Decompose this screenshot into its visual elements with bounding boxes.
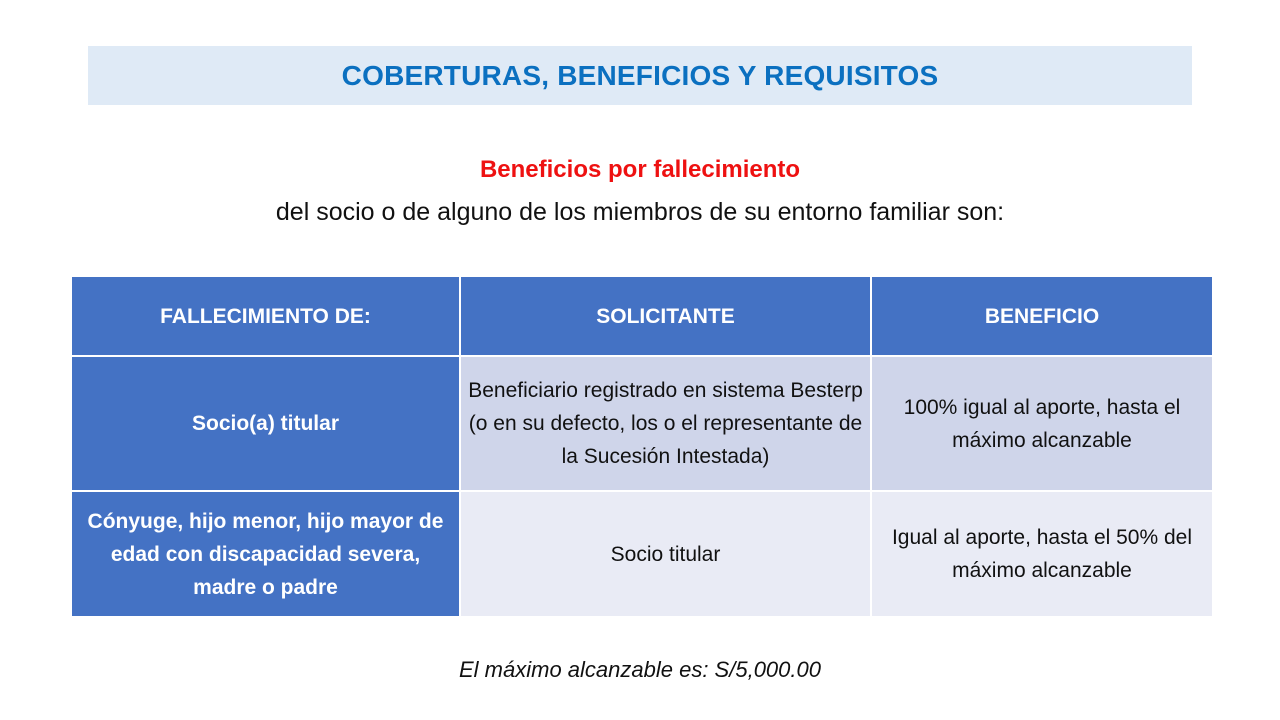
header-benefit: BENEFICIO xyxy=(871,276,1213,356)
table-header-row xyxy=(71,276,1213,356)
benefits-table xyxy=(70,275,1214,618)
title-banner xyxy=(88,46,1192,105)
header-applicant: SOLICITANTE xyxy=(460,276,871,356)
row-deceased: Socio(a) titular xyxy=(71,356,460,491)
row-benefit: Igual al aporte, hasta el 50% del máximo alcanzable xyxy=(871,491,1213,617)
section-description: del socio o de alguno de los miembros de su entorno familiar son: xyxy=(275,198,1005,226)
section-highlight: Beneficios por fallecimiento xyxy=(479,156,801,183)
page-title: COBERTURAS, BENEFICIOS Y REQUISITOS xyxy=(341,59,939,91)
header-deceased: FALLECIMIENTO DE: xyxy=(71,276,460,356)
row-applicant: Beneficiario registrado en sistema Besterp (o en su defecto, los o el representante de la Sucesión Intestada) xyxy=(460,356,871,491)
row-deceased: Cónyuge, hijo menor, hijo mayor de edad con discapacidad severa, madre o padre xyxy=(71,491,460,617)
footnote-max-amount: El máximo alcanzable es: S/5,000.00 xyxy=(459,657,821,682)
table-row xyxy=(71,356,1213,491)
row-benefit: 100% igual al aporte, hasta el máximo alcanzable xyxy=(871,356,1213,491)
table-row xyxy=(71,491,1213,617)
row-applicant: Socio titular xyxy=(460,491,871,617)
